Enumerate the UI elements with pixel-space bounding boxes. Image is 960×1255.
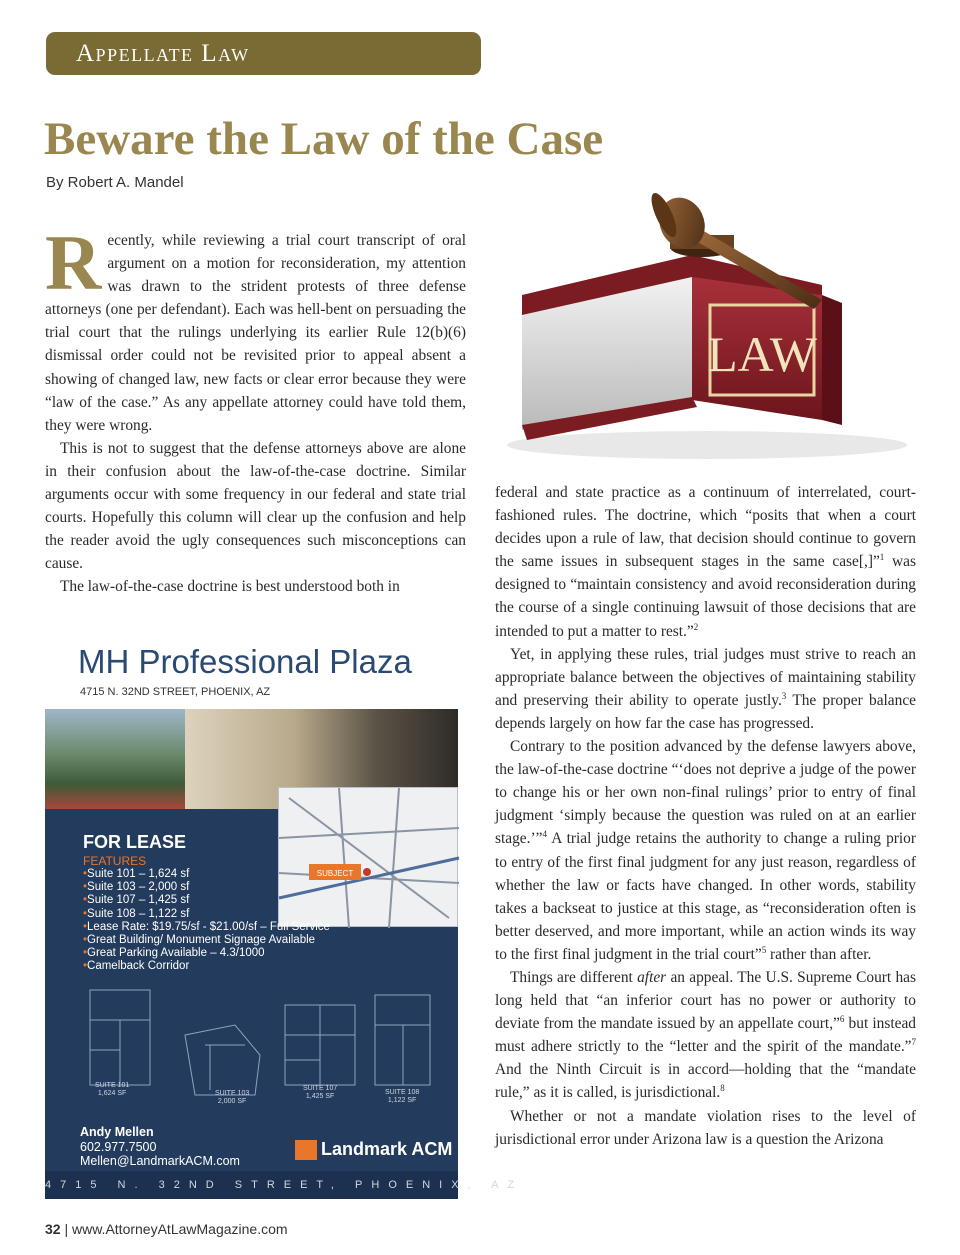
contact-phone: 602.977.7500 [80, 1139, 157, 1154]
suite-label: SUITE 107 1,425 SF [303, 1085, 338, 1100]
byline: By Robert A. Mandel [46, 174, 184, 191]
feature-item: • Suite 107 – 1,425 sf [83, 894, 330, 907]
feature-item: • Suite 108 – 1,122 sf [83, 908, 330, 921]
advertisement [45, 637, 524, 1199]
for-lease-heading: FOR LEASE [83, 832, 187, 852]
gavel-book-illustration [492, 185, 922, 465]
ad-address: 4715 N. 32ND STREET, PHOENIX, AZ [80, 686, 271, 698]
suite-label: SUITE 101 1,624 SF [95, 1082, 130, 1097]
features-list [83, 868, 330, 974]
paragraph: Recently, while reviewing a trial court transcript of oral argument on a motion for reconsideration, my attention was drawn to the strident protests of three defense attorneys (one per defendant). Each was hell-bent on persuading the trial court that the rulings underlying its earlier Rule 12(b)(6) dismissal order could not be revisited prior to appeal absent a showing of changed law, new facts or clear error because they were “law of the case.” As any appellate attorney could have told them, they were wrong. [45, 219, 466, 434]
suite-label: SUITE 103 2,000 SF [215, 1090, 250, 1105]
ad-contact [80, 1125, 240, 1169]
feature-item: • Camelback Corridor [83, 960, 330, 973]
paragraph: This is not to suggest that the defense attorneys above are alone in their confusion about the law-of-the-case doctrine. Similar arguments occur with some frequency in our federal and state trial courts. Hopefully this column will clear up the confusion and help the reader avoid the ugly consequences such misconceptions can cause. [45, 439, 466, 573]
logo-icon [295, 1140, 317, 1160]
page-number: 32 [45, 1221, 61, 1237]
map-subject-label: SUBJECT [316, 869, 354, 878]
features-label: FEATURES [83, 854, 147, 868]
book-label: LAW [707, 326, 817, 382]
paragraph: Things are different after an appeal. The U.S. Supreme Court has long held that “an inferior court has no power or authority to deviate from the mandate issued by an appellate court,”$^6$ but instead must adhere strictly to the “letter and the spirit of the mandate.”$^7$ And the Ninth Circuit is in accord—holding that the “mandate rule,” as it is called, is jurisdictional.$^8$ [495, 968, 916, 1102]
paragraph: federal and state practice as a continuum of interrelated, court-fashioned rules. The doctrine, which “posits that when a court decides upon a rule of law, that decision should continue to govern the same issues in subsequent stages in the same case[,]”$^1$ was designed to “maintain consistency and avoid reconsideration during the course of a single continuing lawsuit of those decisions that are intended to put a matter to rest.”$^2$ [495, 484, 916, 640]
feature-item: • Suite 103 – 2,000 sf [83, 881, 330, 894]
paragraph: Whether or not a mandate violation rises to the level of jurisdictional error under Arizona law is a question the Arizona [495, 1107, 916, 1148]
feature-item: • Suite 101 – 1,624 sf [83, 868, 330, 881]
suite-label: SUITE 108 1,122 SF [385, 1089, 420, 1104]
contact-email: Mellen@LandmarkACM.com [80, 1154, 240, 1168]
column-right [495, 481, 916, 1151]
column-left [45, 219, 466, 599]
paragraph: Contrary to the position advanced by the defense lawyers above, the law-of-the-case doctrine “‘does not deprive a judge of the power to change his or her own non-final rulings’ prior to entry of final judgment ‘simply because the question was ruled on at an earlier stage.’”$^4$ A trial judge retains the authority to change a ruling prior to entry of the first final judgment for any just reason, regardless of whether the law or facts have changed. In other words, stability takes a backseat to justice at this stage, as “reconsideration often is better deserved, and more important, while an action winds its way to the first final judgment in the trial court”$^5$ rather than after. [495, 738, 916, 963]
floor-plans [85, 985, 440, 1105]
contact-name: Andy Mellen [80, 1125, 154, 1139]
dropcap: R [45, 219, 102, 306]
ad-photo-exterior [45, 709, 185, 809]
paragraph: The law-of-the-case doctrine is best understood both in [60, 578, 400, 596]
landmark-logo: Landmark ACM [295, 1139, 452, 1160]
ad-title: MH Professional Plaza [78, 643, 412, 680]
feature-item: • Lease Rate: $19.75/sf - $21.00/sf – Full Service [83, 921, 330, 934]
ad-footer: 4715 N. 32ND STREET, PHOENIX, AZ [45, 1171, 458, 1199]
article-title: Beware the Law of the Case [44, 113, 604, 165]
section-tab: Appellate Law [46, 32, 481, 75]
site-url: www.AttorneyAtLawMagazine.com [72, 1221, 288, 1237]
feature-item: • Great Parking Available – 4.3/1000 [83, 947, 330, 960]
page-footer: 32 | www.AttorneyAtLawMagazine.com [45, 1221, 288, 1237]
feature-item: • Great Building/ Monument Signage Available [83, 934, 330, 947]
paragraph: Yet, in applying these rules, trial judges must strive to reach an appropriate balance between the objectives of maintaining stability and preserving their ability to operate justly.$^3$ The proper balance depends largely on how far the case has progressed. [495, 645, 916, 732]
